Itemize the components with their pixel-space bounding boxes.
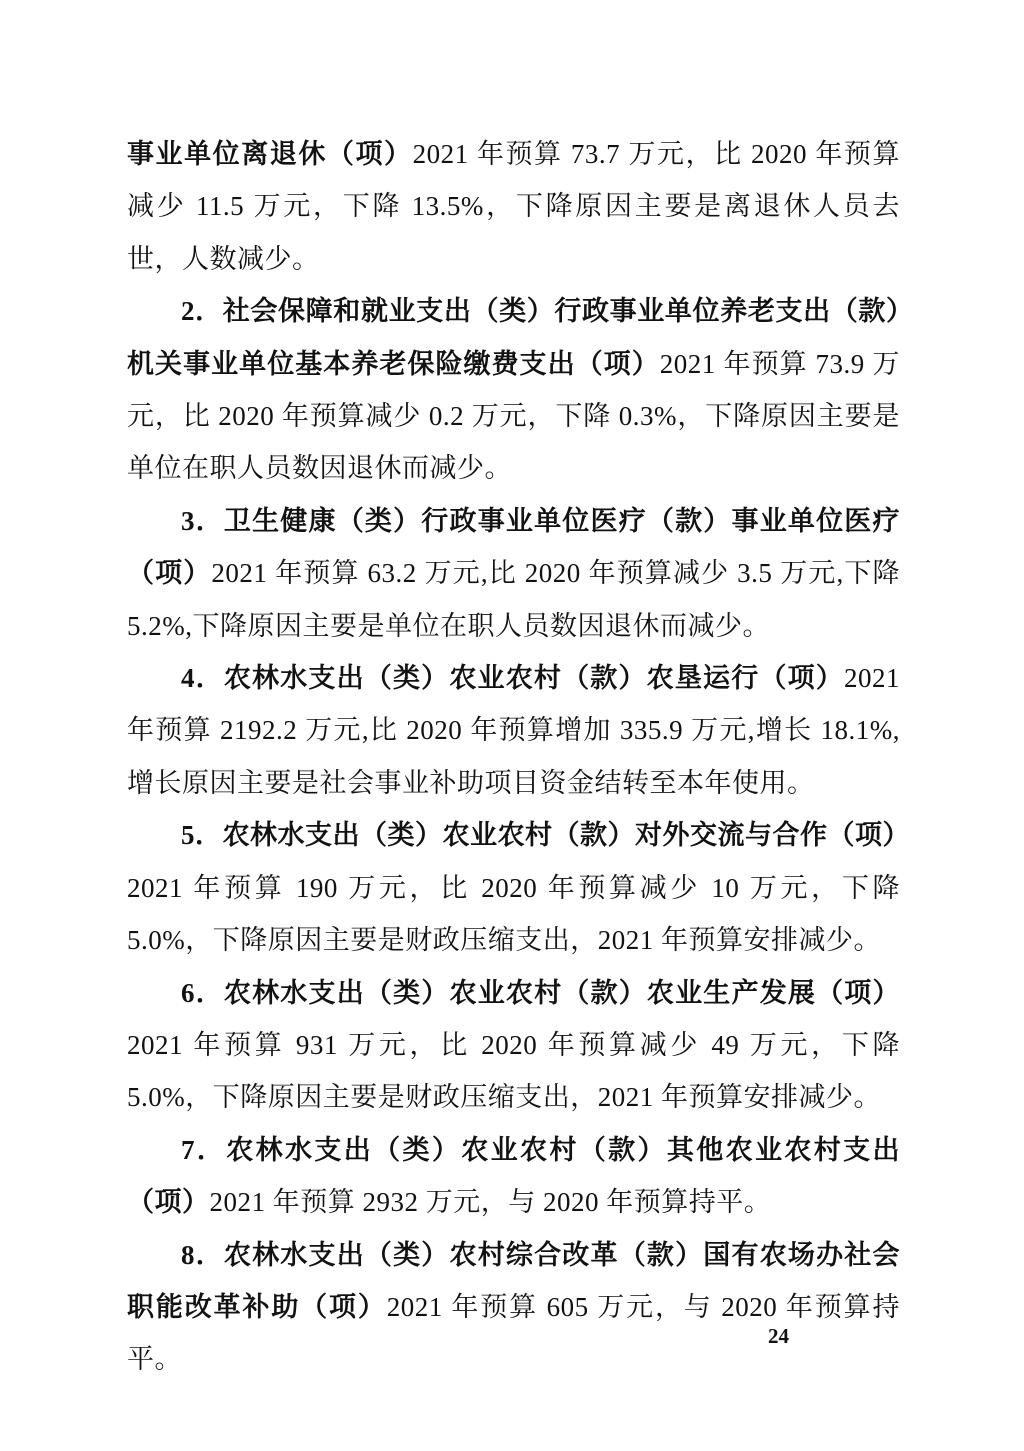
budget-item-detail: 2021 年预算 605 万元，与 2020 年预算持平。 xyxy=(127,1291,900,1375)
budget-item-detail: 2021 年预算 73.7 万元，比 2020 年预算减少 11.5 万元，下降 13.5%，下降原因主要是离退休人员去世，人数减少。 xyxy=(127,139,900,274)
page-number: 24 xyxy=(768,1324,789,1348)
budget-paragraph-item-4 xyxy=(127,652,900,809)
budget-item-heading: 事业单位离退休（项） xyxy=(127,139,413,169)
budget-paragraph-item-5 xyxy=(127,809,910,966)
budget-text-block xyxy=(127,128,910,1386)
budget-paragraph-pension-continuation xyxy=(127,128,900,285)
budget-paragraph-item-3 xyxy=(127,495,900,652)
budget-item-heading: 5．农林水支出（类）农业农村（款）对外交流与合作（项） xyxy=(181,820,910,851)
budget-paragraph-item-8 xyxy=(127,1229,900,1386)
budget-paragraph-item-6 xyxy=(127,967,900,1124)
budget-item-detail: 2021 年预算 63.2 万元,比 2020 年预算减少 3.5 万元,下降 5.2%,下降原因主要是单位在职人员数因退休而减少。 xyxy=(127,558,900,641)
budget-paragraph-item-7 xyxy=(127,1124,900,1229)
budget-item-heading: 2．社会保障和就业支出（类）行政事业单位养老支出（款）机关事业单位基本养老保险缴费支出（项） xyxy=(127,296,900,379)
budget-item-detail: 2021 年预算 931 万元，比 2020 年预算减少 49 万元，下降 5.0%，下降原因主要是财政压缩支出，2021 年预算安排减少。 xyxy=(127,1029,900,1113)
budget-item-detail: 2021 年预算 2932 万元，与 2020 年预算持平。 xyxy=(209,1187,772,1218)
budget-item-detail: 2021 年预算 190 万元，比 2020 年预算减少 10 万元，下降 5.0%，下降原因主要是财政压缩支出，2021 年预算安排减少。 xyxy=(127,872,900,956)
budget-item-detail: 2021 年预算 2192.2 万元,比 2020 年预算增加 335.9 万元,增长 18.1%,增长原因主要是社会事业补助项目资金结转至本年使用。 xyxy=(127,663,900,798)
budget-item-heading: 8．农林水支出（类）农村综合改革（款）国有农场办社会职能改革补助（项） xyxy=(127,1239,900,1322)
budget-item-heading: 3．卫生健康（类）行政事业单位医疗（款）事业单位医疗（项） xyxy=(127,505,900,589)
budget-item-detail: 2021 年预算 73.9 万元，比 2020 年预算减少 0.2 万元，下降 0.3%，下降原因主要是单位在职人员数因退休而减少。 xyxy=(127,348,901,484)
budget-paragraph-item-2 xyxy=(127,285,900,495)
budget-item-heading: 7．农林水支出（类）农业农村（款）其他农业农村支出（项） xyxy=(127,1134,900,1218)
budget-item-heading: 4．农林水支出（类）农业农村（款）农垦运行（项） xyxy=(181,663,844,694)
budget-item-heading: 6．农林水支出（类）农业农村（款）农业生产发展（项） xyxy=(181,977,900,1008)
